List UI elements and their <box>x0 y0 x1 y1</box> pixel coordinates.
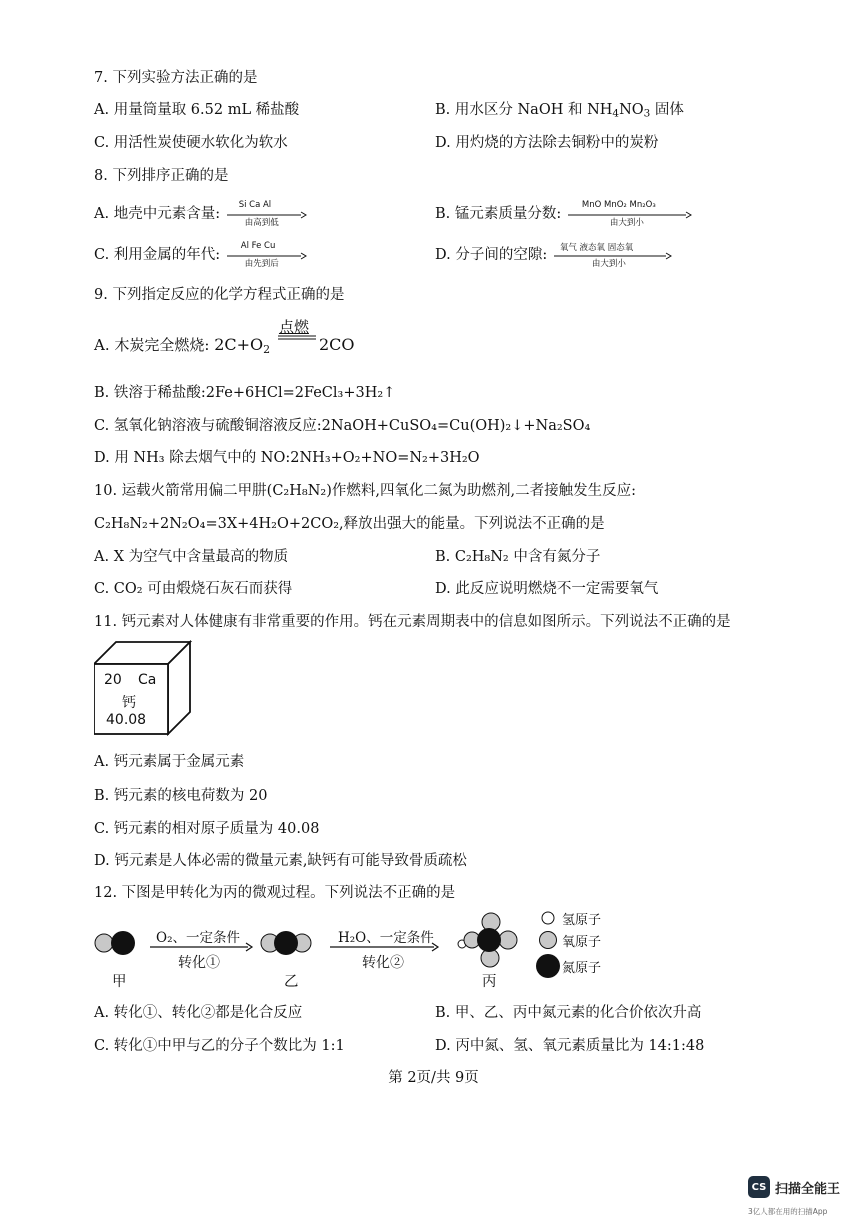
q8-option-c: C. 利用金属的年代: Al Fe Cu 由先到后 <box>94 243 307 267</box>
molecule-yi-icon <box>258 928 314 958</box>
calcium-element-cell <box>94 640 194 736</box>
q8-option-a: A. 地壳中元素含量: Si Ca Al 由高到低 <box>94 202 307 226</box>
q11-option-b: B. 钙元素的核电荷数为 20 <box>94 788 268 804</box>
q7-option-d: D. 用灼烧的方法除去铜粉中的炭粉 <box>435 135 659 151</box>
molecule-bing-icon <box>456 906 520 970</box>
q10-option-a: A. X 为空气中含量最高的物质 <box>94 549 289 565</box>
element-name: 钙 <box>122 695 136 711</box>
q10-option-d: D. 此反应说明燃烧不一定需要氧气 <box>435 581 659 597</box>
q12-option-c: C. 转化①中甲与乙的分子个数比为 1:1 <box>94 1038 345 1054</box>
step1-arrow-icon <box>148 942 254 952</box>
q8-stem: 8. 下列排序正确的是 <box>94 168 229 184</box>
oxygen-atom-icon <box>538 930 558 950</box>
atomic-number: 20 <box>104 672 122 688</box>
q10-stem-line1: 10. 运载火箭常用偏二甲肼(C₂H₈N₂)作燃料,四氧化二氮为助燃剂,二者接触发生反应: <box>94 483 636 499</box>
camscanner-logo-icon: CS <box>748 1176 770 1198</box>
step1-condition: O₂、一定条件 <box>156 930 240 946</box>
q9-option-b: B. 铁溶于稀盐酸:2Fe+6HCl=2FeCl₃+3H₂↑ <box>94 385 396 401</box>
q9-option-a: A. 木炭完全燃烧: $2C+O_2$ 点燃 2CO <box>94 318 355 356</box>
step2-arrow-icon <box>328 942 440 952</box>
q7-option-c: C. 用活性炭使硬水软化为软水 <box>94 135 288 151</box>
q9-option-c: C. 氢氧化钠溶液与硫酸铜溶液反应:2NaOH+CuSO₄=Cu(OH)₂↓+Na₂SO₄ <box>94 418 591 434</box>
q11-option-c: C. 钙元素的相对原子质量为 40.08 <box>94 821 320 837</box>
element-symbol: Ca <box>138 672 157 688</box>
q9-option-d: D. 用 NH₃ 除去烟气中的 NO:2NH₃+O₂+NO=N₂+3H₂O <box>94 450 480 466</box>
q11-option-a: A. 钙元素属于金属元素 <box>94 754 245 770</box>
nitrogen-atom-icon <box>536 953 562 979</box>
q9-stem: 9. 下列指定反应的化学方程式正确的是 <box>94 287 345 303</box>
watermark-tagline: 3亿人都在用的扫描App <box>748 1207 828 1216</box>
q12-option-a: A. 转化①、转化②都是化合反应 <box>94 1005 303 1021</box>
q12-reaction-diagram <box>92 906 652 992</box>
q8-a-arrow: Si Ca Al 由高到低 <box>225 202 307 226</box>
legend-oxygen: 氧原子 <box>562 935 602 950</box>
label-bing: 丙 <box>482 974 497 990</box>
label-jia: 甲 <box>112 974 127 990</box>
q10-option-b: B. C₂H₈N₂ 中含有氮分子 <box>435 549 601 565</box>
q12-option-b: B. 甲、乙、丙中氮元素的化合价依次升高 <box>435 1005 702 1021</box>
q8-option-d: D. 分子间的空隙: 氧气 液态氧 固态氧 由大到小 <box>435 243 672 267</box>
watermark-app-name: 扫描全能王 <box>775 1182 841 1197</box>
atom-legend <box>536 906 646 986</box>
legend-hydrogen: 氢原子 <box>562 913 602 928</box>
step2-condition: H₂O、一定条件 <box>338 930 434 946</box>
q9-a-condition: 点燃 <box>278 318 309 336</box>
q7-option-a: A. 用量筒量取 6.52 mL 稀盐酸 <box>94 102 300 118</box>
q10-option-c: C. CO₂ 可由煅烧石灰石而获得 <box>94 581 293 597</box>
q12-stem: 12. 下图是甲转化为丙的微观过程。下列说法不正确的是 <box>94 885 456 901</box>
q11-option-d: D. 钙元素是人体必需的微量元素,缺钙有可能导致骨质疏松 <box>94 853 467 869</box>
q8-option-b: B. 锰元素质量分数: MnO MnO₂ Mn₂O₃ 由大到小 <box>435 202 692 226</box>
q7-stem: 7. 下列实验方法正确的是 <box>94 70 258 86</box>
label-yi: 乙 <box>284 974 299 990</box>
q11-stem: 11. 钙元素对人体健康有非常重要的作用。钙在元素周期表中的信息如图所示。下列说法不正确的是 <box>94 614 731 630</box>
molecule-jia-icon <box>92 928 142 958</box>
q8-b-arrow: MnO MnO₂ Mn₂O₃ 由大到小 <box>566 202 692 226</box>
step1-label: 转化① <box>178 955 220 971</box>
page-number: 第 2页/共 9页 <box>388 1070 479 1086</box>
q7-option-b: B. 用水区分 NaOH 和 $NH_4NO_3$ 固体 <box>435 102 684 120</box>
scanner-watermark <box>748 1176 858 1220</box>
q10-stem-line2: C₂H₈N₂+2N₂O₄=3X+4H₂O+2CO₂,释放出强大的能量。下列说法不正确的是 <box>94 516 605 532</box>
hydrogen-atom-icon <box>540 910 556 926</box>
atomic-mass: 40.08 <box>106 712 147 728</box>
q8-c-arrow: Al Fe Cu 由先到后 <box>225 243 307 267</box>
step2-label: 转化② <box>362 955 404 971</box>
legend-nitrogen: 氮原子 <box>562 961 602 976</box>
q8-d-arrow: 氧气 液态氧 固态氧 由大到小 <box>552 243 672 267</box>
q12-option-d: D. 丙中氮、氢、氧元素质量比为 14:1:48 <box>435 1038 705 1054</box>
